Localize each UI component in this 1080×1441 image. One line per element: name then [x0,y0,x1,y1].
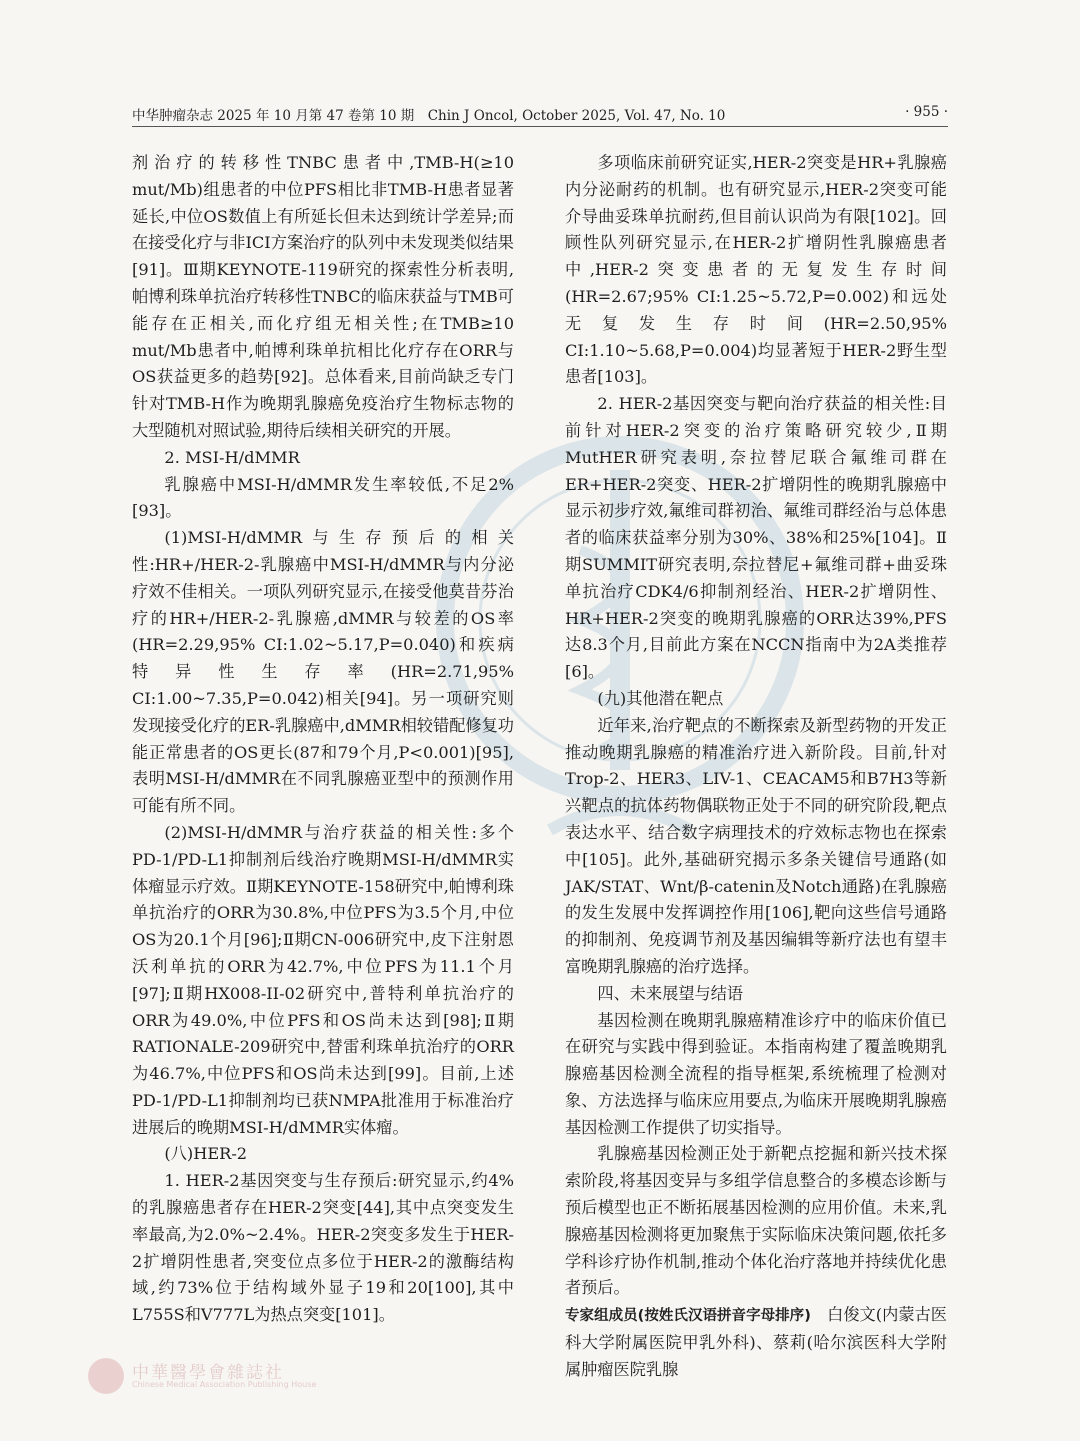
paragraph: 1. HER-2基因突变与生存预后:研究显示,约4%的乳腺癌患者存在HER-2突变[44],其中点突变发生率最高,为2.0%~2.4%。HER-2突变多发生于HER-2扩增阴性患者,突变位点多位于HER-2的激酶结构域,约73%位于结构域外显子19和20[100],其中L755S和V777L为热点突变[101]。 [132,1171,514,1325]
expert-panel-heading: 专家组成员(按姓氏汉语拼音字母排序) [565,1308,811,1325]
running-header [132,100,948,127]
paragraph: (八)HER-2 [164,1144,248,1164]
paragraph: (1)MSI-H/dMMR与生存预后的相关性:HR+/HER-2-乳腺癌中MSI-H/dMMR与内分泌疗效不佳相关。一项队列研究显示,在接受他莫昔芬治疗的HR+/HER-2-乳腺癌,dMMR与较差的OS率(HR=2.29,95% CI:1.02~5.17,P=0.040)和疾病特异性生存率(HR=2.71,95% CI:1.00~7.35,P=0.042)相关[94]。另一项研究则发现接受化疗的ER-乳腺癌中,dMMR相较错配修复功能正常患者的OS更长(87和79个月,P<0.001)[95],表明MSI-H/dMMR在不同乳腺癌亚型中的预测作用可能有所不同。 [132,528,514,816]
publisher-logo [88,1350,478,1398]
paragraph: 基因检测在晚期乳腺癌精准诊疗中的临床价值已在研究与实践中得到验证。本指南构建了覆盖晚期乳腺癌基因检测全流程的指导框架,系统梳理了检测对象、方法选择与临床应用要点,为临床开展晚期乳腺癌基因检测工作提供了切实指导。 [565,1010,947,1137]
paragraph: (2)MSI-H/dMMR与治疗获益的相关性:多个PD-1/PD-L1抑制剂后线治疗晚期MSI-H/dMMR实体瘤显示疗效。Ⅱ期KEYNOTE-158研究中,帕博利珠单抗治疗的ORR为30.8%,中位PFS为3.5个月,中位OS为20.1个月[96];Ⅱ期CN-006研究中,皮下注射恩沃利单抗的ORR为42.7%,中位PFS为11.1个月[97];Ⅱ期HX008-II-02研究中,普特利单抗治疗的ORR为49.0%,中位PFS和OS尚未达到[98];Ⅱ期RATIONALE-209研究中,替雷利珠单抗治疗的ORR为46.7%,中位PFS和OS尚未达到[99]。目前,上述PD-1/PD-L1抑制剂均已获NMPA批准用于标准治疗进展后的晚期MSI-H/dMMR实体瘤。 [132,822,514,1137]
left-column [132,150,514,1329]
expert-panel-paragraph [565,1302,947,1383]
page-number: · 955 · [905,104,948,120]
paragraph: 2. HER-2基因突变与靶向治疗获益的相关性:目前针对HER-2突变的治疗策略研究较少,Ⅱ期MutHER研究表明,奈拉替尼联合氟维司群在ER+HER-2突变、HER-2扩增阴性的晚期乳腺癌中显示初步疗效,氟维司群初治、氟维司群经治与总体患者的临床获益率分别为30%、38%和25%[104]。Ⅱ期SUMMIT研究表明,奈拉替尼+氟维司群+曲妥珠单抗治疗CDK4/6抑制剂经治、HER-2扩增阴性、HR+HER-2突变的晚期乳腺癌的ORR达39%,PFS达8.3个月,目前此方案在NCCN指南中为2A类推荐[6]。 [565,394,947,682]
journal-citation: 中华肿瘤杂志 2025 年 10 月第 47 卷第 10 期 Chin J Oncol, October 2025, Vol. 47, No. 10 [132,108,726,124]
paragraph: 多项临床前研究证实,HER-2突变是HR+乳腺癌内分泌耐药的机制。也有研究显示,HER-2突变可能介导曲妥珠单抗耐药,但目前认识尚为有限[102]。回顾性队列研究显示,在HER-2扩增阴性乳腺癌患者中,HER-2突变患者的无复发生存时间(HR=2.67;95% CI:1.25~5.72,P=0.002)和远处无复发生存时间(HR=2.50,95% CI:1.10~5.68,P=0.004)均显著短于HER-2野生型患者[103]。 [565,153,947,387]
right-column [565,150,947,1384]
seal-icon [88,1358,124,1394]
paragraph: 乳腺癌中MSI-H/dMMR发生率较低,不足2%[93]。 [132,474,514,521]
paragraph: 乳腺癌基因检测正处于新靶点挖掘和新兴技术探索阶段,将基因变异与多组学信息整合的多模态诊断与预后模型也正不断拓展基因检测的应用价值。未来,乳腺癌基因检测将更加聚焦于实际临床决策问题,依托多学科诊疗协作机制,推动个体化治疗落地并持续优化患者预后。 [565,1144,947,1298]
expert-panel-members: 白俊文(内蒙古医科大学附属医院甲乳外科)、蔡莉(哈尔滨医科大学附属肿瘤医院乳腺 [565,1305,947,1379]
publisher-subtitle: Chinese Medical Association Publishing House [132,1380,317,1389]
publisher-name: 中華醫學會雜誌社 [132,1363,284,1383]
paragraph: 剂治疗的转移性TNBC患者中,TMB-H(≥10 mut/Mb)组患者的中位PFS相比非TMB-H患者显著延长,中位OS数值上有所延长但未达到统计学差异;而在接受化疗与非ICI方案治疗的队列中未发现类似结果[91]。Ⅲ期KEYNOTE-119研究的探索性分析表明,帕博利珠单抗治疗转移性TNBC的临床获益与TMB可能存在正相关,而化疗组无相关性;在TMB≥10 mut/Mb患者中,帕博利珠单抗相比化疗存在ORR与OS获益更多的趋势[92]。总体看来,目前尚缺乏专门针对TMB-H作为晚期乳腺癌免疫治疗生物标志物的大型随机对照试验,期待后续相关研究的开展。 [132,153,514,440]
paragraph: (九)其他潜在靶点 [597,688,724,708]
paragraph: 2. MSI-H/dMMR [164,447,300,467]
paragraph: 近年来,治疗靶点的不断探索及新型药物的开发正推动晚期乳腺癌的精准治疗进入新阶段。目前,针对Trop-2、HER3、LIV-1、CEACAM5和B7H3等新兴靶点的抗体药物偶联物正处于不同的研究阶段,靶点表达水平、结合数字病理技术的疗效标志物也在探索中[105]。此外,基础研究揭示多条关键信号通路(如JAK/STAT、Wnt/β-catenin及Notch通路)在乳腺癌的发生发展中发挥调控作用[106],靶向这些信号通路的抑制剂、免疫调节剂及基因编辑等新疗法也有望丰富晚期乳腺癌的治疗选择。 [565,715,947,976]
paragraph: 四、未来展望与结语 [597,983,744,1003]
